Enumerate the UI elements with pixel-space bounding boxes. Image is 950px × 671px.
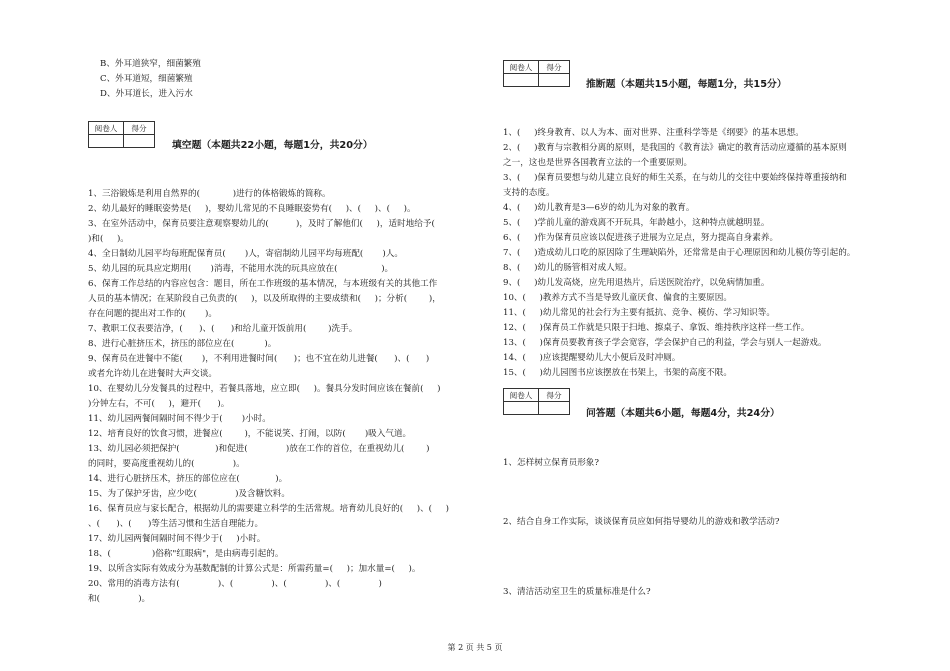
fill-line: 4、全日制幼儿园平均每班配保育员( )人，寄宿制幼儿园平均每班配( )人。	[88, 249, 403, 259]
qa-question: 1、怎样树立保育员形象?	[503, 458, 600, 468]
judge-line: 9、( )幼儿发高烧，应先用退热片，后送医院治疗，以免病情加重。	[503, 278, 770, 288]
fill-line: 、( )、( )等生活习惯和生活自理能力。	[88, 519, 264, 529]
judge-line: 11、( )幼儿常见的社会行为主要有抵抗、竞争、模仿、学习知识等。	[503, 308, 775, 318]
option-b: B、外耳道狭窄，细菌繁殖	[100, 59, 201, 69]
fill-line: 18、( )俗称"红眼病"，是由病毒引起的。	[88, 549, 284, 559]
judge-section-title: 推断题（本题共15小题，每题1分，共15分）	[586, 79, 787, 90]
fill-line: 8、进行心脏挤压术，挤压的部位应在( )。	[88, 339, 277, 349]
score-label: 得分	[539, 61, 570, 74]
judge-line: 12、( )保育员工作就是只限于扫地、擦桌子、拿饭、维持秩序这样一些工作。	[503, 323, 810, 333]
option-c: C、外耳道短，细菌繁殖	[100, 74, 193, 84]
reviewer-cell[interactable]	[89, 135, 124, 148]
score-box-judge	[503, 60, 570, 87]
fill-line: 的同时，要高度重视幼儿的( )。	[88, 459, 245, 469]
score-label: 得分	[539, 389, 570, 402]
fill-line: 5、幼儿园的玩具应定期用( )消毒，不能用水洗的玩具应放在( )。	[88, 264, 394, 274]
fill-line: 人员的基本情况；在某阶段自己负责的( )，以及所取得的主要成绩和( )；分析( )，	[88, 294, 441, 304]
score-box-fill	[88, 121, 155, 148]
fill-line: 9、保育员在进餐中不能( )，不利用进餐时间( )；也不宜在幼儿进餐( )、( )	[88, 354, 430, 364]
fill-line: 或者允许幼儿在进餐时大声交谈。	[88, 369, 217, 379]
qa-question: 3、清洁活动室卫生的质量标准是什么?	[503, 587, 651, 597]
fill-line: 1、三浴锻炼是利用自然界的( )进行的体格锻炼的简称。	[88, 189, 331, 199]
judge-line: 10、( )教养方式不当是导致儿童厌食、偏食的主要原因。	[503, 293, 732, 303]
judge-line: 1、( )终身教育、以人为本、面对世界、注重科学等是《纲要》的基本思想。	[503, 128, 804, 138]
judge-line: 2、( )教育与宗教相分离的原则，是我国的《教育法》确定的教育活动应遵循的基本原则	[503, 143, 847, 153]
judge-line: 支持的态度。	[503, 188, 555, 198]
fill-line: 16、保育员应与家长配合，根据幼儿的需要建立科学的生活常规。培育幼儿良好的( )、( )	[88, 504, 450, 514]
judge-line: 5、( )学前儿童的游戏离不开玩具，年龄越小，这种特点就越明显。	[503, 218, 770, 228]
fill-section-title: 填空题（本题共22小题，每题1分，共20分）	[172, 140, 373, 151]
fill-line: 6、保育工作总结的内容应包含：题目，所在工作班级的基本情况，与本班级有关的其他工作	[88, 279, 438, 289]
fill-line: )分钟左右，不可( )，避开( )。	[88, 399, 230, 409]
score-label: 得分	[124, 122, 155, 135]
fill-line: 3、在室外活动中，保育员要注意观察婴幼儿的( )，及时了解他们( )，适时地给予(	[88, 219, 435, 229]
judge-line: 14、( )应该提醒婴幼儿大小便后及时冲厕。	[503, 353, 681, 363]
judge-line: 之一，这也是世界各国教育立法的一个重要原则。	[503, 158, 693, 168]
fill-line: 11、幼儿园两餐间隔时间不得少于( )小时。	[88, 414, 271, 424]
score-box-qa	[503, 388, 570, 415]
page-footer: 第 2 页 共 5 页	[447, 643, 503, 652]
qa-section-title: 问答题（本题共6小题，每题4分，共24分）	[586, 408, 780, 419]
reviewer-label: 阅卷人	[89, 122, 124, 135]
judge-line: 8、( )幼儿的肠管相对成人短。	[503, 263, 632, 273]
judge-line: 7、( )造成幼儿口吃的原因除了生理缺陷外，还常常是由于心理原因和幼儿模仿等引起的。	[503, 248, 856, 258]
judge-line: 3、( )保育员要想与幼儿建立良好的师生关系，在与幼儿的交往中要始终保持尊重接纳和	[503, 173, 847, 183]
fill-line: 14、进行心脏挤压术，挤压的部位应在( )。	[88, 474, 288, 484]
fill-line: 20、常用的消毒方法有( )、( )、( )、( )	[88, 579, 382, 589]
option-d: D、外耳道长，进入污水	[100, 89, 193, 99]
fill-line: 19、以所含实际有效成分为基数配制的计算公式是：所需药量=( )；加水量=( )。	[88, 564, 421, 574]
judge-line: 6、( )作为保育员应该以促进孩子进展为立足点，努力提高自身素养。	[503, 233, 779, 243]
fill-line: 17、幼儿园两餐间隔时间不得少于( )小时。	[88, 534, 266, 544]
reviewer-cell[interactable]	[504, 74, 539, 87]
fill-line: 12、培育良好的饮食习惯，进餐应( )，不能说笑、打闹，以防( )吸入气道。	[88, 429, 412, 439]
score-cell[interactable]	[539, 402, 570, 415]
judge-line: 15、( )幼儿园图书应该摆放在书架上，书架的高度不限。	[503, 368, 732, 378]
score-cell[interactable]	[124, 135, 155, 148]
score-cell[interactable]	[539, 74, 570, 87]
reviewer-label: 阅卷人	[504, 389, 539, 402]
fill-line: 13、幼儿园必须把保护( )和促进( )放在工作的首位，在重视幼儿( )	[88, 444, 430, 454]
fill-line: 7、教职工仪表要洁净，( )、( )和给儿童开饭前用( )洗手。	[88, 324, 358, 334]
fill-line: 和( )。	[88, 594, 151, 604]
fill-line: 15、为了保护牙齿，应少吃( )及含糖饮料。	[88, 489, 290, 499]
fill-line: 10、在婴幼儿分发餐具的过程中，若餐具落地，应立即( )。餐具分发时间应该在餐前( )	[88, 384, 441, 394]
fill-line: 2、幼儿最好的睡眠姿势是( )，婴幼儿常见的不良睡眠姿势有( )、( )、( )。	[88, 204, 416, 214]
judge-line: 4、( )幼儿教育是3—6岁的幼儿为对象的教育。	[503, 203, 695, 213]
fill-line: )和( )。	[88, 234, 129, 244]
fill-line: 存在问题的提出对工作的( )。	[88, 309, 217, 319]
reviewer-cell[interactable]	[504, 402, 539, 415]
judge-line: 13、( )保育员要教育孩子学会宽容，学会保护自己的利益，学会与别人一起游戏。	[503, 338, 827, 348]
qa-question: 2、结合自身工作实际，谈谈保育员应如何指导婴幼儿的游戏和教学活动?	[503, 517, 780, 527]
reviewer-label: 阅卷人	[504, 61, 539, 74]
